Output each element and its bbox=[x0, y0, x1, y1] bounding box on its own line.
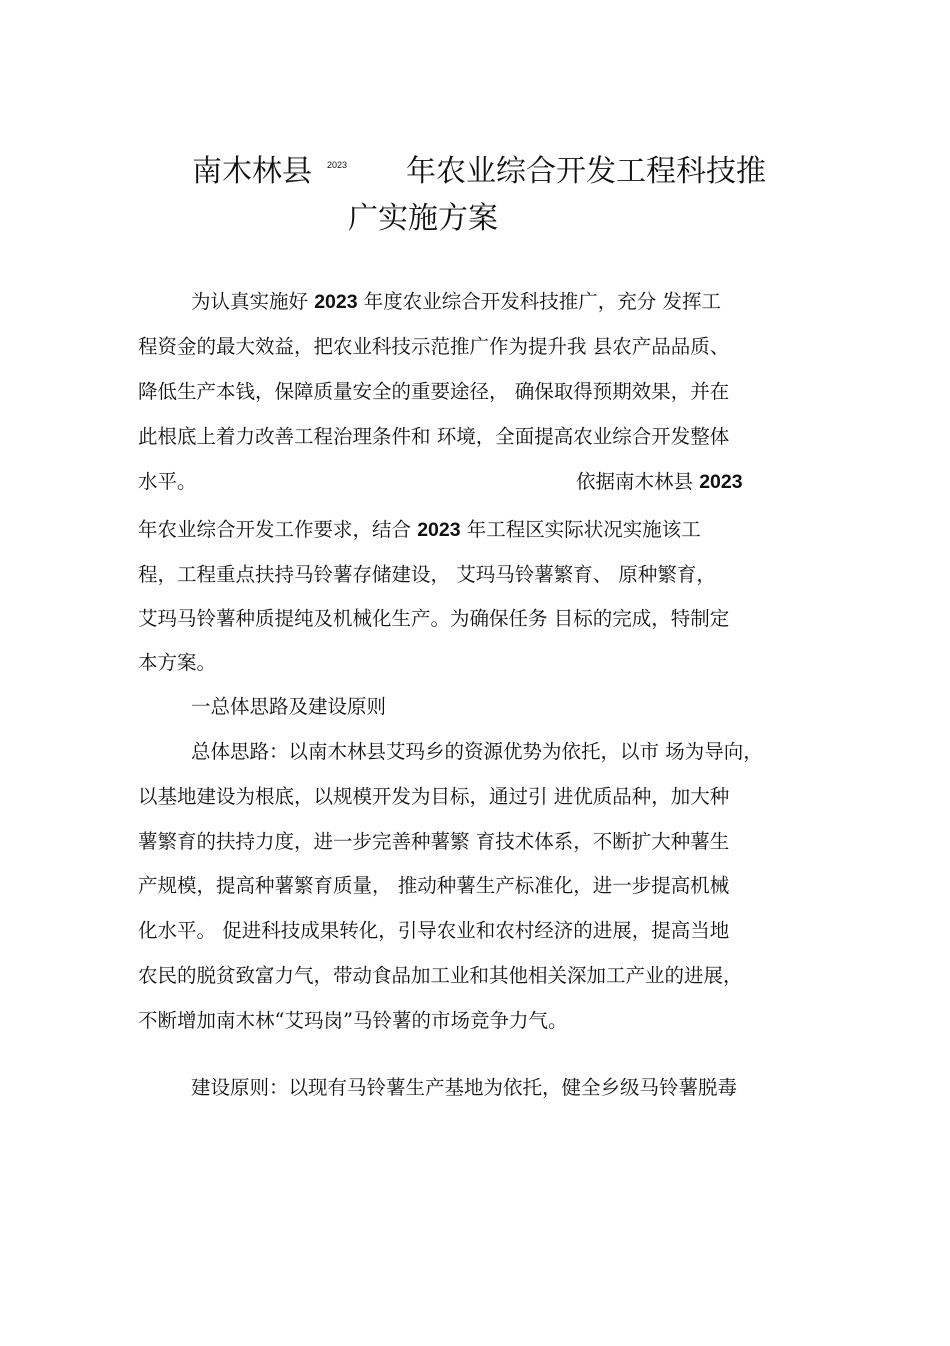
p1-line1-year: 2023 bbox=[314, 291, 358, 313]
title-part2: 年农业综合开发工程科技推 bbox=[406, 154, 766, 189]
title-part1: 南木林县 bbox=[192, 154, 312, 189]
p3-line1: 建设原则：以现有马铃薯生产基地为依托，健全乡级马铃薯脱毒 bbox=[191, 1076, 738, 1099]
p1-line5-b-text: 依据南木林县 bbox=[576, 470, 700, 493]
p1-line1-b: 年度农业综合开发科技推广，充分 发挥工 bbox=[357, 290, 721, 313]
p1-line9: 本方案。 bbox=[138, 651, 217, 674]
title-year: 2023 bbox=[327, 160, 348, 170]
p2-line3: 薯繁育的扶持力度，进一步完善种薯繁 育技术体系，不断扩大种薯生 bbox=[138, 830, 730, 853]
p1-line6-a: 年农业综合开发工作要求，结合 bbox=[138, 518, 418, 541]
p1-line1 bbox=[191, 292, 721, 313]
p1-line2: 程资金的最大效益，把农业科技示范推广作为提升我 县农产品品质、 bbox=[138, 335, 730, 358]
p1-line5-year: 2023 bbox=[699, 471, 743, 493]
title-line2: 广实施方案 bbox=[348, 201, 498, 236]
p1-line8: 艾玛马铃薯种质提纯及机械化生产。为确保任务 目标的完成，特制定 bbox=[138, 607, 730, 630]
p2-line6: 农民的脱贫致富力气，带动食品加工业和其他相关深加工产业的进展， bbox=[138, 964, 743, 987]
p2-line1: 总体思路：以南木林县艾玛乡的资源优势为依托，以市 场为导向， bbox=[191, 740, 763, 763]
p1-line6-b: 年工程区实际状况实施该工 bbox=[460, 518, 701, 541]
p2-line4: 产规模，提高种薯繁育质量， 推动种薯生产标准化，进一步提高机械 bbox=[138, 874, 730, 897]
p1-line6-year: 2023 bbox=[417, 519, 461, 541]
p1-line3: 降低生产本钱，保障质量安全的重要途径， 确保取得预期效果，并在 bbox=[138, 380, 730, 403]
p1-line6 bbox=[138, 520, 701, 541]
p1-line7: 程，工程重点扶持马铃薯存储建设， 艾玛马铃薯繁育、 原种繁育， bbox=[138, 563, 716, 586]
section-heading: 一总体思路及建设原则 bbox=[191, 695, 387, 718]
p1-line5-a: 水平。 bbox=[138, 470, 197, 493]
p1-line4: 此根底上着力改善工程治理条件和 环境，全面提高农业综合开发整体 bbox=[138, 425, 730, 448]
p2-line5: 化水平。 促进科技成果转化，引导农业和农村经济的进展，提高当地 bbox=[138, 919, 730, 942]
p2-line2: 以基地建设为根底，以规模开发为目标，通过引 进优质品种，加大种 bbox=[138, 785, 730, 808]
p1-line5-b bbox=[576, 472, 743, 493]
p2-line7: 不断增加南木林“艾玛岗”马铃薯的市场竞争力气。 bbox=[138, 1009, 568, 1032]
p1-line1-a: 为认真实施好 bbox=[191, 290, 315, 313]
